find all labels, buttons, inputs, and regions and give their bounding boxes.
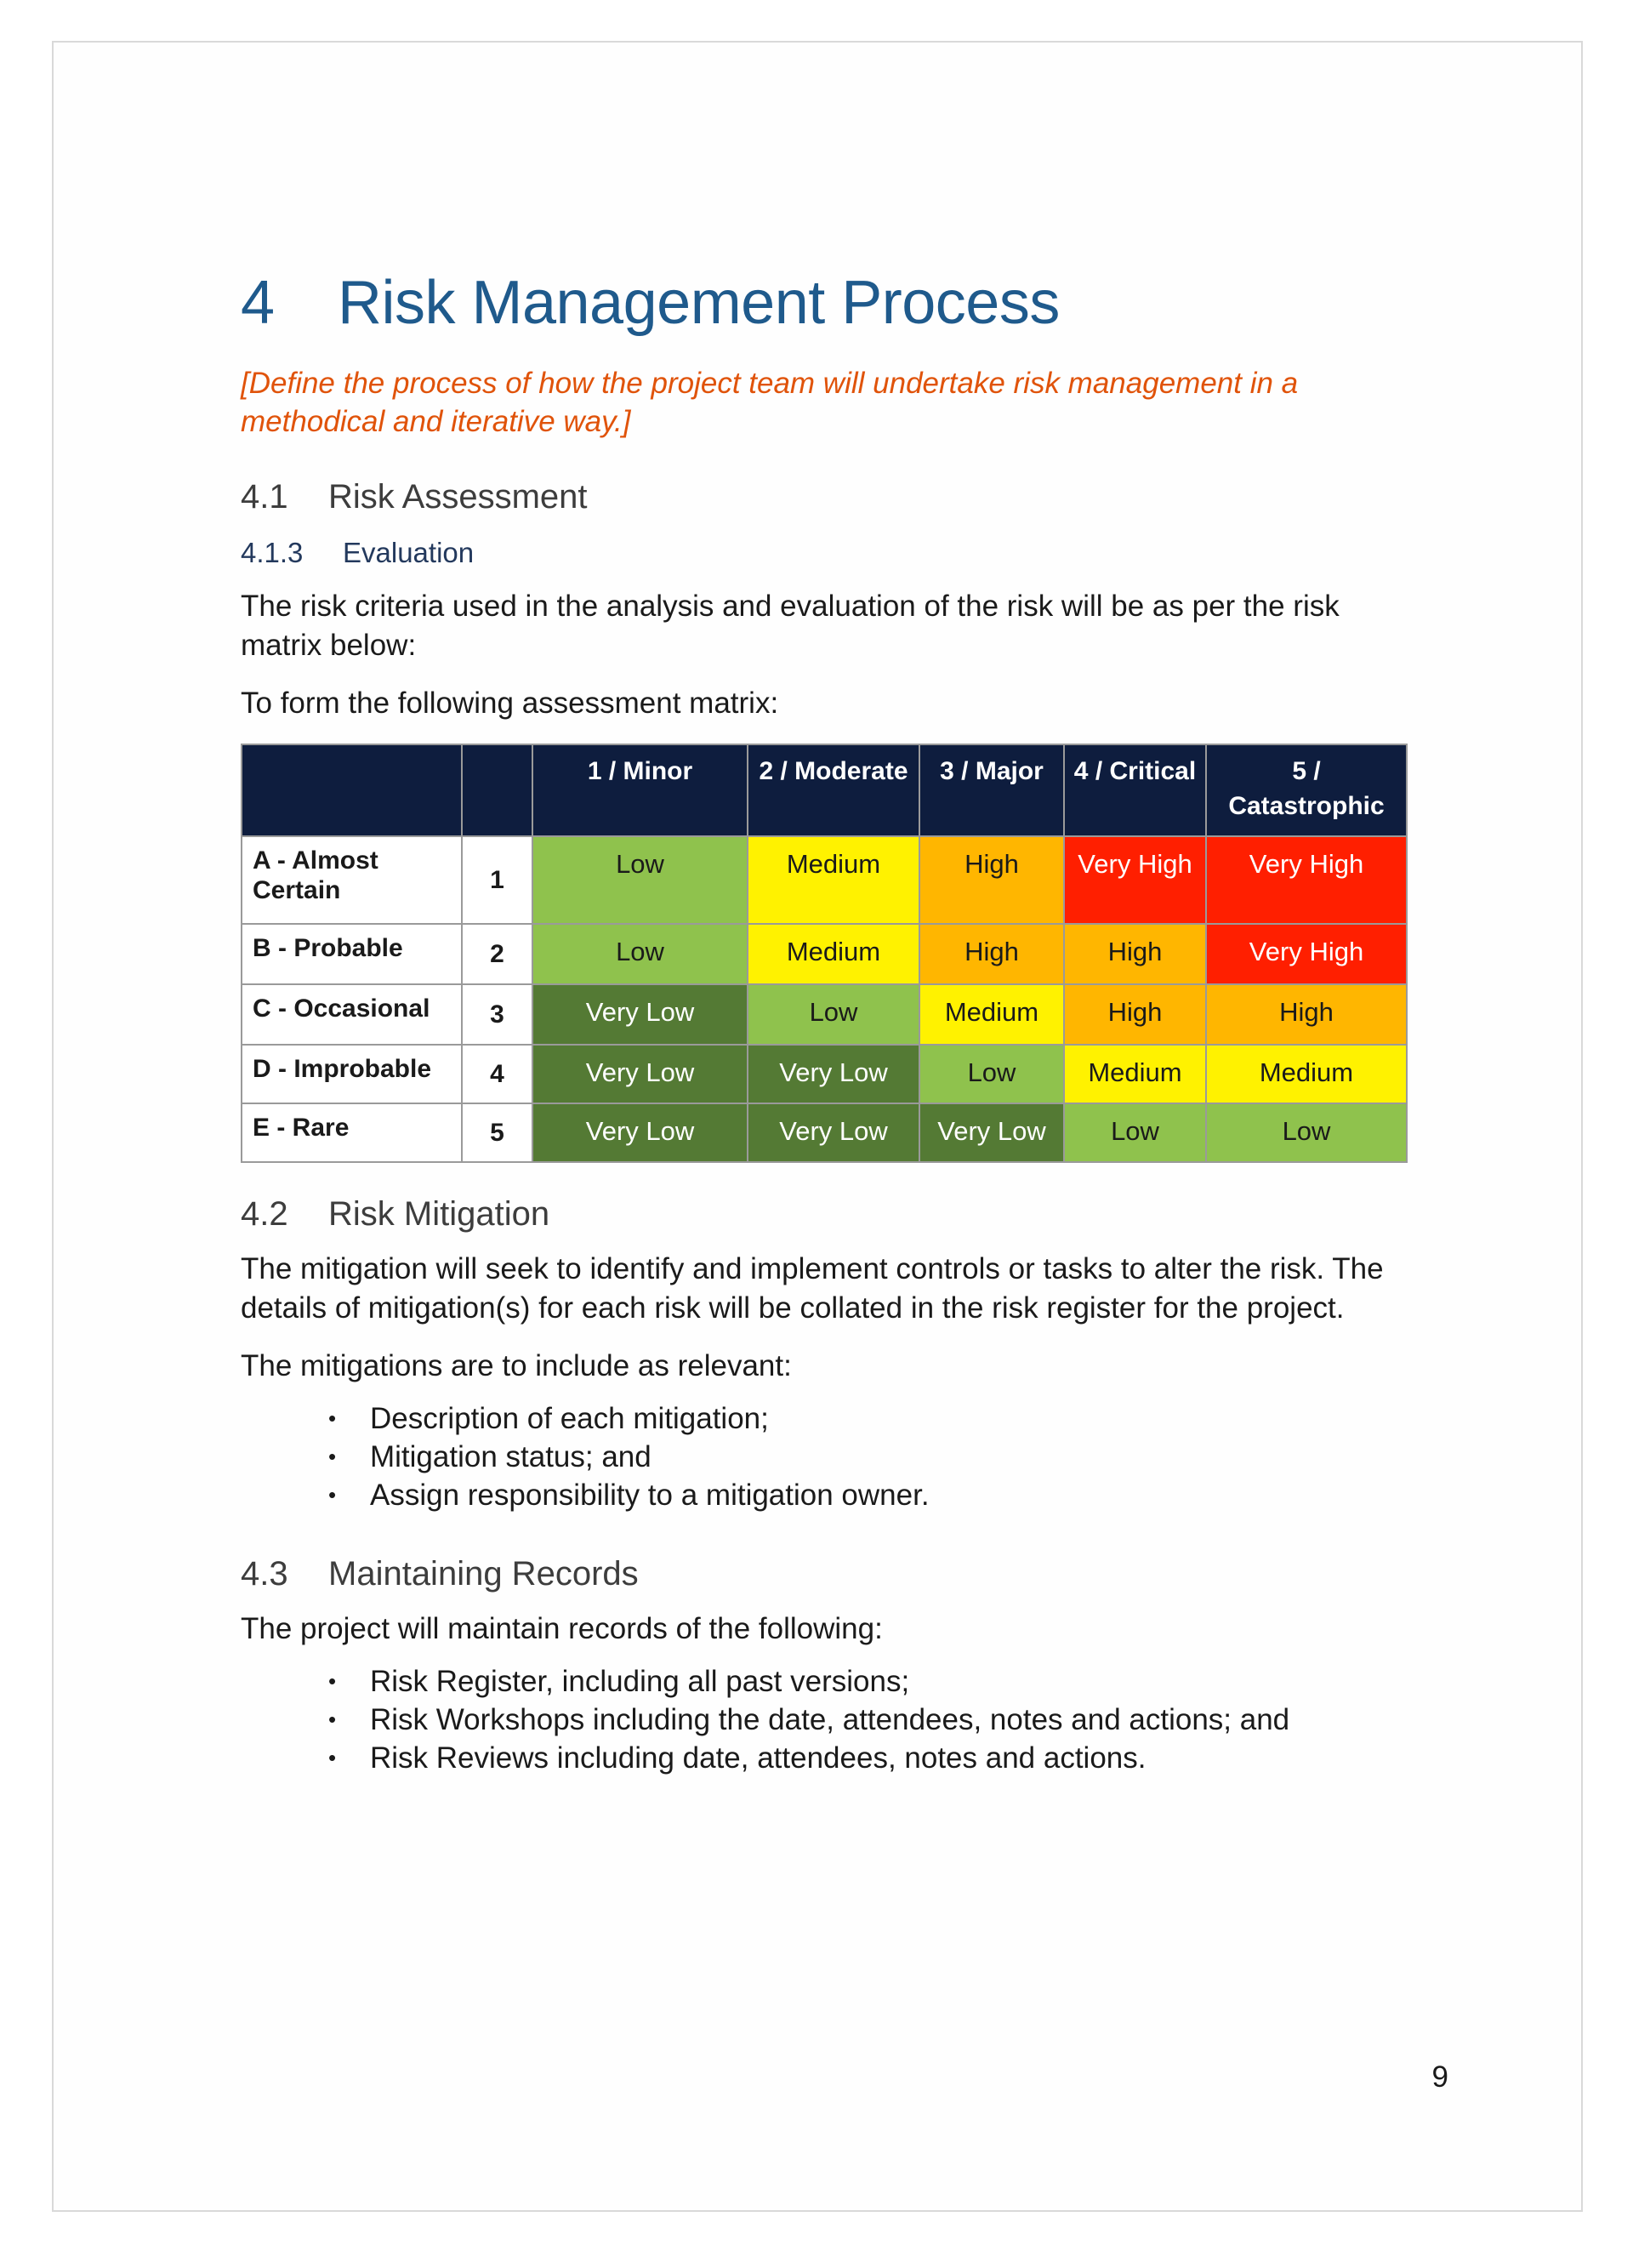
- matrix-corner-cell: [242, 744, 462, 836]
- risk-level-cell: Very High: [1206, 836, 1407, 924]
- document-page: [52, 41, 1583, 2212]
- mitigation-list: [241, 1399, 1406, 1514]
- risk-matrix-table: [241, 744, 1408, 1163]
- subsection-number: 4.2: [241, 1195, 288, 1233]
- list-item: [241, 1476, 1406, 1514]
- paragraph: The mitigation will seek to identify and implement controls or tasks to alter the risk. The details of mitigation(s) for each risk will be collated in the risk register for the project.: [241, 1252, 1384, 1325]
- bullet-icon: •: [328, 1745, 337, 1770]
- risk-level-cell: Low: [532, 924, 748, 984]
- bullet-icon: •: [328, 1668, 337, 1694]
- list-item: [241, 1739, 1406, 1777]
- risk-level-cell: Low: [1206, 1103, 1407, 1162]
- likelihood-label: D - Improbable: [242, 1045, 462, 1103]
- risk-level-cell: High: [919, 924, 1064, 984]
- subsection-heading-4-1: [241, 473, 1406, 521]
- list-item: [241, 1662, 1406, 1701]
- list-item-text: Mitigation status; and: [370, 1440, 651, 1473]
- risk-level-cell: High: [1064, 984, 1206, 1045]
- risk-level-cell: Very High: [1064, 836, 1206, 924]
- subsubsection-heading-4-1-3: [241, 533, 1406, 573]
- risk-level-cell: Low: [1064, 1103, 1206, 1162]
- bullet-icon: •: [328, 1444, 337, 1469]
- bullet-icon: •: [328, 1405, 337, 1431]
- likelihood-number: 4: [462, 1045, 532, 1103]
- bullet-icon: •: [328, 1482, 337, 1507]
- matrix-row: [242, 836, 1407, 924]
- matrix-column-header: 2 / Moderate: [748, 744, 919, 836]
- section-number: 4: [241, 269, 275, 337]
- subsubsection-title: Evaluation: [343, 537, 475, 568]
- matrix-row: [242, 984, 1407, 1045]
- list-item-text: Risk Reviews including date, attendees, notes and actions.: [370, 1741, 1147, 1775]
- matrix-row: [242, 1103, 1407, 1162]
- likelihood-label: E - Rare: [242, 1103, 462, 1162]
- risk-level-cell: Very Low: [532, 984, 748, 1045]
- matrix-column-header: 3 / Major: [919, 744, 1064, 836]
- likelihood-number: 2: [462, 924, 532, 984]
- likelihood-label: A - Almost Certain: [242, 836, 462, 924]
- paragraph: The mitigations are to include as relevant:: [241, 1349, 792, 1382]
- subsection-number: 4.3: [241, 1555, 288, 1593]
- likelihood-number: 1: [462, 836, 532, 924]
- instruction-text: [Define the process of how the project team will undertake risk management in a methodical and iterative way.]: [241, 367, 1299, 438]
- risk-level-cell: Low: [748, 984, 919, 1045]
- risk-level-cell: Very Low: [748, 1045, 919, 1103]
- risk-level-cell: Low: [532, 836, 748, 924]
- list-item-text: Risk Workshops including the date, attendees, notes and actions; and: [370, 1703, 1290, 1736]
- subsubsection-number: 4.1.3: [241, 537, 304, 568]
- matrix-column-header: 1 / Minor: [532, 744, 748, 836]
- risk-level-cell: Medium: [748, 924, 919, 984]
- section-heading: [241, 264, 1406, 342]
- risk-level-cell: Medium: [1064, 1045, 1206, 1103]
- risk-level-cell: Low: [919, 1045, 1064, 1103]
- risk-level-cell: High: [1064, 924, 1206, 984]
- likelihood-number: 3: [462, 984, 532, 1045]
- list-item: [241, 1438, 1406, 1476]
- matrix-header-row: [242, 744, 1407, 836]
- risk-level-cell: Very Low: [532, 1045, 748, 1103]
- subsection-heading-4-3: [241, 1550, 1406, 1598]
- subsection-heading-4-2: [241, 1190, 1406, 1238]
- likelihood-label: B - Probable: [242, 924, 462, 984]
- list-item-text: Risk Register, including all past versions;: [370, 1665, 910, 1698]
- page-content: [241, 264, 1406, 1813]
- bullet-icon: •: [328, 1707, 337, 1732]
- subsection-title: Risk Mitigation: [328, 1195, 550, 1233]
- risk-level-cell: Very Low: [532, 1103, 748, 1162]
- likelihood-number: 5: [462, 1103, 532, 1162]
- matrix-row: [242, 924, 1407, 984]
- risk-level-cell: High: [919, 836, 1064, 924]
- subsection-title: Maintaining Records: [328, 1555, 639, 1593]
- matrix-row: [242, 1045, 1407, 1103]
- paragraph: The risk criteria used in the analysis and evaluation of the risk will be as per the risk matrix below:: [241, 590, 1340, 662]
- paragraph: To form the following assessment matrix:: [241, 687, 779, 720]
- list-item: [241, 1399, 1406, 1438]
- subsection-number: 4.1: [241, 478, 288, 516]
- records-list: [241, 1662, 1406, 1777]
- paragraph: The project will maintain records of the following:: [241, 1612, 883, 1645]
- likelihood-label: C - Occasional: [242, 984, 462, 1045]
- matrix-corner-cell: [462, 744, 532, 836]
- risk-level-cell: Medium: [748, 836, 919, 924]
- risk-level-cell: Medium: [1206, 1045, 1407, 1103]
- section-title: Risk Management Process: [338, 269, 1060, 337]
- matrix-column-header: 4 / Critical: [1064, 744, 1206, 836]
- risk-level-cell: Very High: [1206, 924, 1407, 984]
- list-item-text: Description of each mitigation;: [370, 1402, 769, 1435]
- page-number: 9: [1431, 2060, 1448, 2094]
- risk-level-cell: Very Low: [748, 1103, 919, 1162]
- risk-level-cell: Very Low: [919, 1103, 1064, 1162]
- matrix-column-header: 5 / Catastrophic: [1206, 744, 1407, 836]
- risk-level-cell: High: [1206, 984, 1407, 1045]
- list-item: [241, 1701, 1406, 1739]
- subsection-title: Risk Assessment: [328, 478, 588, 516]
- risk-level-cell: Medium: [919, 984, 1064, 1045]
- list-item-text: Assign responsibility to a mitigation owner.: [370, 1479, 930, 1512]
